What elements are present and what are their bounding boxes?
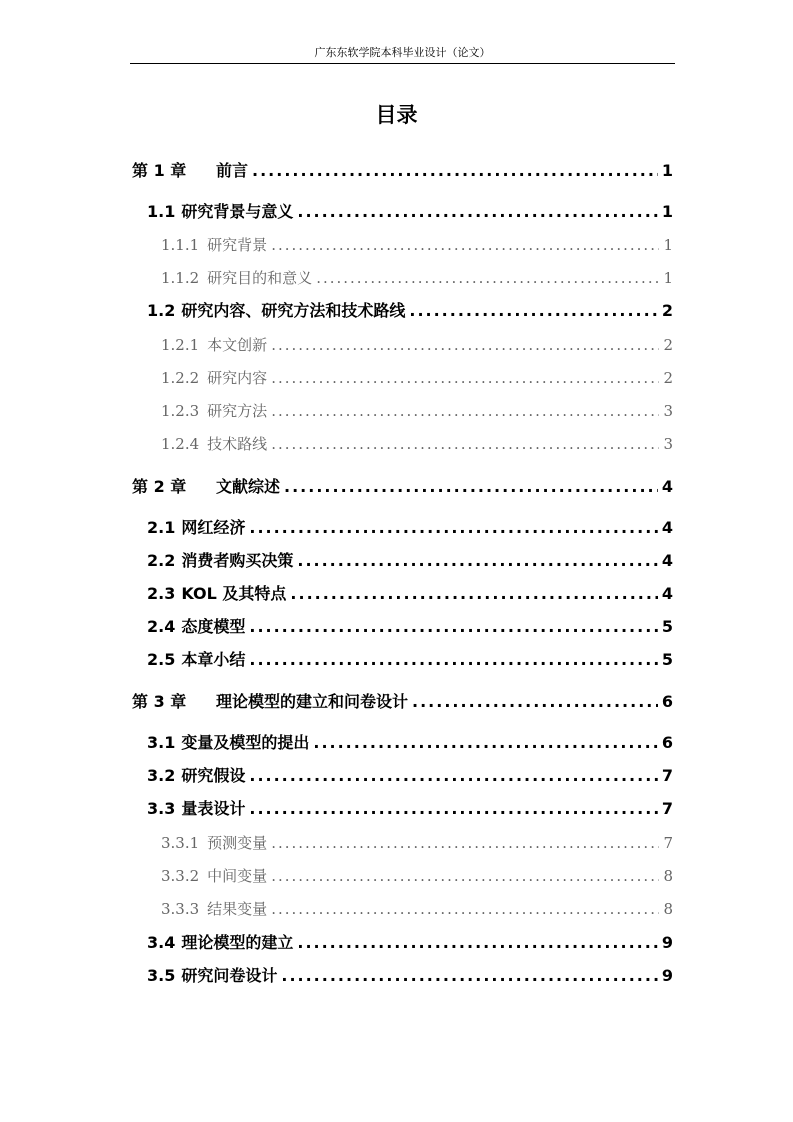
toc-entry-number: 3.3.1 [161, 834, 200, 852]
toc-entry-page: 7 [661, 766, 673, 785]
toc-entry-title: 本章小结 [181, 650, 246, 669]
dot-leader [313, 732, 658, 754]
toc-entry[interactable] [161, 865, 673, 887]
toc-entry-page: 3 [663, 402, 673, 420]
toc-entry[interactable] [147, 798, 673, 820]
dot-leader [290, 583, 657, 605]
toc-entry-number: 第 3 章 [132, 692, 187, 711]
toc-entry-title: KOL 及其特点 [181, 584, 287, 603]
toc-entry[interactable] [161, 898, 673, 920]
toc-entry-title: 研究假设 [181, 766, 246, 785]
page-title: 目录 [375, 103, 418, 127]
toc-entry-page: 7 [663, 834, 673, 852]
toc-entry-page: 1 [661, 202, 673, 221]
toc-entry-title: 变量及模型的提出 [181, 733, 310, 752]
toc-entry-number: 3.3 [147, 799, 176, 818]
dot-leader [316, 267, 659, 289]
toc-entry-page: 4 [661, 518, 673, 537]
toc-entry-page: 2 [663, 336, 673, 354]
toc-entry-title: 结果变量 [207, 900, 268, 918]
toc-entry-title: 研究背景 [207, 236, 268, 254]
toc-entry[interactable] [161, 832, 673, 854]
toc-entry-title: 文献综述 [216, 477, 281, 496]
toc-entry[interactable] [132, 160, 673, 182]
toc-entry-page: 4 [661, 477, 673, 496]
toc-entry-number: 第 2 章 [132, 477, 187, 496]
toc-entry-page: 6 [661, 733, 673, 752]
dot-leader [297, 201, 658, 223]
toc-entry-title: 前言 [216, 161, 249, 180]
toc-entry-title: 研究问卷设计 [181, 966, 278, 985]
toc-entry-page: 1 [663, 236, 673, 254]
toc-entry-page: 4 [661, 551, 673, 570]
toc-entry-number: 3.3.2 [161, 867, 200, 885]
toc-entry[interactable] [161, 234, 673, 256]
dot-leader [249, 616, 658, 638]
dot-leader [271, 234, 659, 256]
dot-leader [271, 832, 659, 854]
toc-entry-number: 第 1 章 [132, 161, 187, 180]
toc-entry-number: 2.5 [147, 650, 176, 669]
dot-leader [284, 476, 658, 498]
toc-entry-title: 预测变量 [207, 834, 268, 852]
dot-leader [249, 517, 658, 539]
toc-entry-page: 3 [663, 435, 673, 453]
toc-entry-number: 2.4 [147, 617, 176, 636]
toc-entry-number: 1.2.4 [161, 435, 200, 453]
toc-entry[interactable] [147, 300, 673, 322]
toc-entry-title: 网红经济 [181, 518, 246, 537]
toc-entry-title: 理论模型的建立 [181, 933, 294, 952]
dot-leader [412, 691, 658, 713]
toc-entry-page: 9 [661, 933, 673, 952]
toc-entry-number: 3.2 [147, 766, 176, 785]
dot-leader [271, 433, 659, 455]
toc-entry-page: 9 [661, 966, 673, 985]
dot-leader [271, 400, 659, 422]
toc-entry-page: 7 [661, 799, 673, 818]
toc-entry[interactable] [161, 367, 673, 389]
toc-entry-title: 理论模型的建立和问卷设计 [216, 692, 409, 711]
toc-entry-number: 1.1.1 [161, 236, 200, 254]
dot-leader [249, 798, 658, 820]
toc-entry-page: 8 [663, 900, 673, 918]
dot-leader [271, 865, 659, 887]
dot-leader [249, 765, 658, 787]
toc-entry-page: 1 [663, 269, 673, 287]
dot-leader [297, 550, 658, 572]
toc-entry[interactable] [147, 649, 673, 671]
toc-entry[interactable] [132, 691, 673, 713]
dot-leader [271, 898, 659, 920]
toc-entry-page: 2 [663, 369, 673, 387]
toc-entry-title: 研究目的和意义 [207, 269, 313, 287]
toc-entry-number: 1.2.2 [161, 369, 200, 387]
toc-entry-title: 研究背景与意义 [181, 202, 294, 221]
toc-entry-page: 1 [661, 161, 673, 180]
toc-entry[interactable] [161, 433, 673, 455]
toc-entry[interactable] [161, 334, 673, 356]
toc-entry-title: 研究内容、研究方法和技术路线 [181, 301, 406, 320]
toc-entry-page: 6 [661, 692, 673, 711]
toc-entry[interactable] [147, 583, 673, 605]
toc-entry-page: 5 [661, 617, 673, 636]
toc-entry-number: 1.2.3 [161, 402, 200, 420]
toc-entry-number: 3.1 [147, 733, 176, 752]
toc-entry-page: 8 [663, 867, 673, 885]
toc-entry-page: 5 [661, 650, 673, 669]
dot-leader [249, 649, 658, 671]
toc-entry[interactable] [147, 765, 673, 787]
toc-entry-title: 态度模型 [181, 617, 246, 636]
dot-leader [281, 965, 658, 987]
toc-entry[interactable] [147, 616, 673, 638]
toc-entry-page: 4 [661, 584, 673, 603]
toc-entry-title: 技术路线 [207, 435, 268, 453]
toc-entry[interactable] [147, 965, 673, 987]
toc-entry-number: 3.4 [147, 933, 176, 952]
toc-entry-number: 2.2 [147, 551, 176, 570]
toc-entry-number: 3.3.3 [161, 900, 200, 918]
dot-leader [252, 160, 658, 182]
toc-entry-title: 量表设计 [181, 799, 246, 818]
toc-entry-number: 1.2.1 [161, 336, 200, 354]
page-header: 广东东软学院本科毕业设计（论文） [130, 42, 675, 64]
toc-entry[interactable] [147, 732, 673, 754]
toc-entry[interactable] [147, 517, 673, 539]
toc-entry[interactable] [147, 550, 673, 572]
dot-leader [297, 932, 658, 954]
toc-entry-title: 研究方法 [207, 402, 268, 420]
toc-entry-number: 1.1 [147, 202, 176, 221]
toc-entry[interactable] [161, 267, 673, 289]
toc-entry[interactable] [147, 201, 673, 223]
toc-entry-number: 1.1.2 [161, 269, 200, 287]
toc-entry-number: 2.1 [147, 518, 176, 537]
toc-entry[interactable] [132, 476, 673, 498]
toc-entry-title: 消费者购买决策 [181, 551, 294, 570]
dot-leader [271, 334, 659, 356]
toc-entry-title: 研究内容 [207, 369, 268, 387]
toc-entry-number: 1.2 [147, 301, 176, 320]
toc-entry-number: 2.3 [147, 584, 176, 603]
toc-entry-title: 本文创新 [207, 336, 268, 354]
dot-leader [409, 300, 658, 322]
toc-entry-number: 3.5 [147, 966, 176, 985]
toc-entry[interactable] [161, 400, 673, 422]
toc-entry-page: 2 [661, 301, 673, 320]
toc-entry-title: 中间变量 [207, 867, 268, 885]
toc-entry[interactable] [147, 932, 673, 954]
dot-leader [271, 367, 659, 389]
